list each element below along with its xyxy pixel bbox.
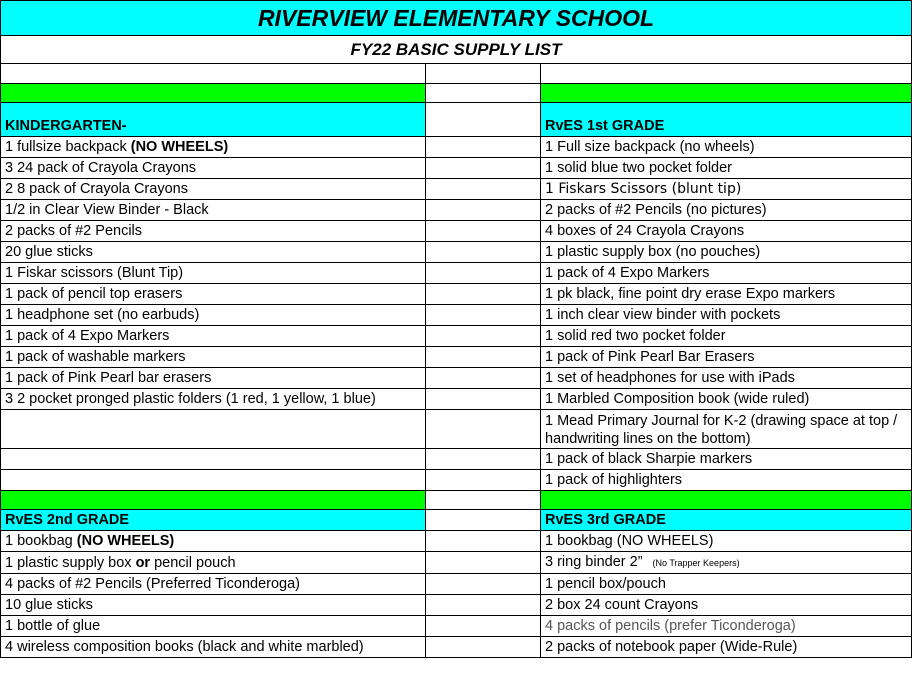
first-grade-item: 1 set of headphones for use with iPads <box>541 368 912 389</box>
kindergarten-item: 1 pack of washable markers <box>1 347 426 368</box>
second-grade-heading: RvES 2nd GRADE <box>1 510 426 531</box>
second-grade-item: 1 plastic supply box or pencil pouch <box>1 552 426 574</box>
first-grade-item: 1 plastic supply box (no pouches) <box>541 242 912 263</box>
kindergarten-item: 1 pack of Pink Pearl bar erasers <box>1 368 426 389</box>
kindergarten-item: 1 fullsize backpack (NO WHEELS) <box>1 137 426 158</box>
school-title: RIVERVIEW ELEMENTARY SCHOOL <box>1 1 912 36</box>
first-grade-item: 4 boxes of 24 Crayola Crayons <box>541 221 912 242</box>
first-grade-item: 1 pack of black Sharpie markers <box>541 449 912 470</box>
separator-band <box>1 491 426 510</box>
first-grade-item: 1 pack of 4 Expo Markers <box>541 263 912 284</box>
third-grade-item: 3 ring binder 2” (No Trapper Keepers) <box>541 552 912 574</box>
second-grade-item: 1 bottle of glue <box>1 616 426 637</box>
second-grade-item: 4 packs of #2 Pencils (Preferred Ticonderoga) <box>1 574 426 595</box>
kindergarten-item: 1 pack of 4 Expo Markers <box>1 326 426 347</box>
binder-note: (No Trapper Keepers) <box>652 558 740 568</box>
second-grade-item: 10 glue sticks <box>1 595 426 616</box>
kindergarten-item: 3 2 pocket pronged plastic folders (1 red, 1 yellow, 1 blue) <box>1 389 426 410</box>
first-grade-item: 1 solid blue two pocket folder <box>541 158 912 179</box>
first-grade-item: 1 inch clear view binder with pockets <box>541 305 912 326</box>
first-grade-item: 1 solid red two pocket folder <box>541 326 912 347</box>
third-grade-item: 1 pencil box/pouch <box>541 574 912 595</box>
kindergarten-item: 3 24 pack of Crayola Crayons <box>1 158 426 179</box>
kindergarten-item: 1 headphone set (no earbuds) <box>1 305 426 326</box>
first-grade-item: 1 Full size backpack (no wheels) <box>541 137 912 158</box>
third-grade-item: 2 packs of notebook paper (Wide-Rule) <box>541 637 912 658</box>
third-grade-item: 1 bookbag (NO WHEELS) <box>541 531 912 552</box>
kindergarten-item: 1 Fiskar scissors (Blunt Tip) <box>1 263 426 284</box>
first-grade-item: 1 Mead Primary Journal for K-2 (drawing space at top / handwriting lines on the bottom) <box>541 410 912 449</box>
separator-band <box>541 491 912 510</box>
third-grade-item: 2 box 24 count Crayons <box>541 595 912 616</box>
first-grade-item: 1 Fiskars Scissors (blunt tip) <box>541 179 912 200</box>
separator-band <box>1 84 426 103</box>
kindergarten-item: 1 pack of pencil top erasers <box>1 284 426 305</box>
kindergarten-item: 2 packs of #2 Pencils <box>1 221 426 242</box>
second-grade-item: 4 wireless composition books (black and white marbled) <box>1 637 426 658</box>
first-grade-heading: RvES 1st GRADE <box>541 103 912 137</box>
kindergarten-heading: KINDERGARTEN- <box>1 103 426 137</box>
kindergarten-item: 1/2 in Clear View Binder - Black <box>1 200 426 221</box>
kindergarten-item: 20 glue sticks <box>1 242 426 263</box>
third-grade-item: 4 packs of pencils (prefer Ticonderoga) <box>541 616 912 637</box>
third-grade-heading: RvES 3rd GRADE <box>541 510 912 531</box>
first-grade-item: 1 pack of highlighters <box>541 470 912 491</box>
supply-list-subtitle: FY22 BASIC SUPPLY LIST <box>1 36 912 64</box>
separator-band <box>541 84 912 103</box>
second-grade-item: 1 bookbag (NO WHEELS) <box>1 531 426 552</box>
blank-cell <box>1 64 426 84</box>
kindergarten-item: 2 8 pack of Crayola Crayons <box>1 179 426 200</box>
first-grade-item: 1 pk black, fine point dry erase Expo markers <box>541 284 912 305</box>
first-grade-item: 2 packs of #2 Pencils (no pictures) <box>541 200 912 221</box>
first-grade-item: 1 pack of Pink Pearl Bar Erasers <box>541 347 912 368</box>
first-grade-item: 1 Marbled Composition book (wide ruled) <box>541 389 912 410</box>
